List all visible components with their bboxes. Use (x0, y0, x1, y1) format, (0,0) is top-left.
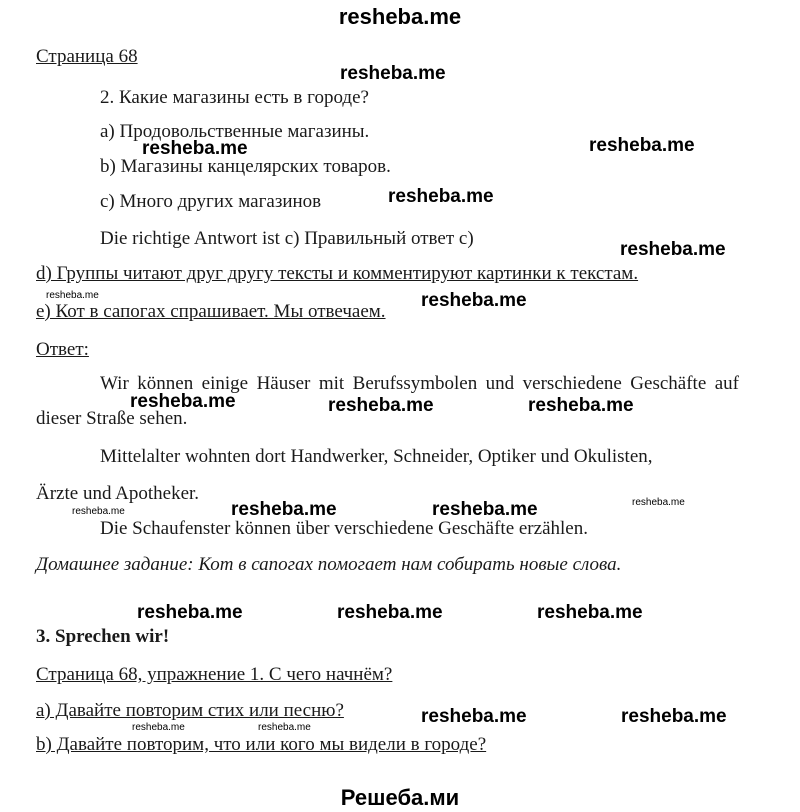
step-e: е) Кот в сапогах спрашивает. Мы отвечаем. (36, 301, 386, 322)
correct-answer: Die richtige Antwort ist с) Правильный ответ с) (100, 228, 474, 249)
watermark: resheba.me (46, 290, 99, 301)
section-title: 3. Sprechen wir! (36, 626, 170, 647)
watermark: resheba.me (632, 497, 685, 508)
watermark: resheba.me (388, 186, 494, 207)
homework: Домашнее задание: Кот в сапогах помогает нам собирать новые слова. (36, 554, 622, 575)
exercise-item-a: а) Давайте повторим стих или песню? (36, 700, 344, 721)
answer-paragraph-2-line-1: Mittelalter wohnten dort Handwerker, Schneider, Optiker und Okulisten, (100, 446, 653, 467)
watermark: resheba.me (328, 395, 434, 416)
watermark: resheba.me (589, 135, 695, 156)
watermark: resheba.me (537, 602, 643, 623)
watermark: resheba.me (72, 506, 125, 517)
page-reference: Страница 68 (36, 46, 138, 67)
exercise-reference: Страница 68, упражнение 1. С чего начнём? (36, 664, 393, 685)
watermark: resheba.me (421, 290, 527, 311)
answer-label: Ответ: (36, 339, 89, 360)
step-d: d) Группы читают друг другу тексты и комментируют картинки к текстам. (36, 263, 639, 284)
answer-paragraph-1-text: Wir können einige Häuser mit Berufssymbolen und verschiedene Geschäfte auf dieser Straße sehen. (36, 373, 739, 429)
option-a: а) Продовольственные магазины. (100, 121, 370, 142)
answer-paragraph-3: Die Schaufenster können über verschiedene Geschäfte erzählen. (100, 518, 588, 539)
option-c: с) Много других магазинов (100, 191, 322, 212)
site-header: resheba.me (338, 4, 462, 29)
watermark: resheba.me (137, 602, 243, 623)
watermark: resheba.me (528, 395, 634, 416)
watermark: resheba.me (130, 391, 236, 412)
question-heading: 2. Какие магазины есть в городе? (100, 87, 369, 108)
site-footer: Решеба.ми (340, 785, 460, 810)
watermark: resheba.me (620, 239, 726, 260)
watermark: resheba.me (258, 722, 311, 733)
exercise-item-b: b) Давайте повторим, что или кого мы видели в городе? (36, 734, 487, 755)
watermark: resheba.me (432, 499, 538, 520)
watermark: resheba.me (340, 63, 446, 84)
watermark: resheba.me (337, 602, 443, 623)
watermark: resheba.me (231, 499, 337, 520)
answer-paragraph-2-line-2: Ärzte und Apotheker. (36, 483, 200, 504)
watermark: resheba.me (142, 138, 248, 159)
watermark: resheba.me (132, 722, 185, 733)
watermark: resheba.me (621, 706, 727, 727)
option-b: b) Магазины канцелярских товаров. (100, 156, 391, 177)
watermark: resheba.me (421, 706, 527, 727)
